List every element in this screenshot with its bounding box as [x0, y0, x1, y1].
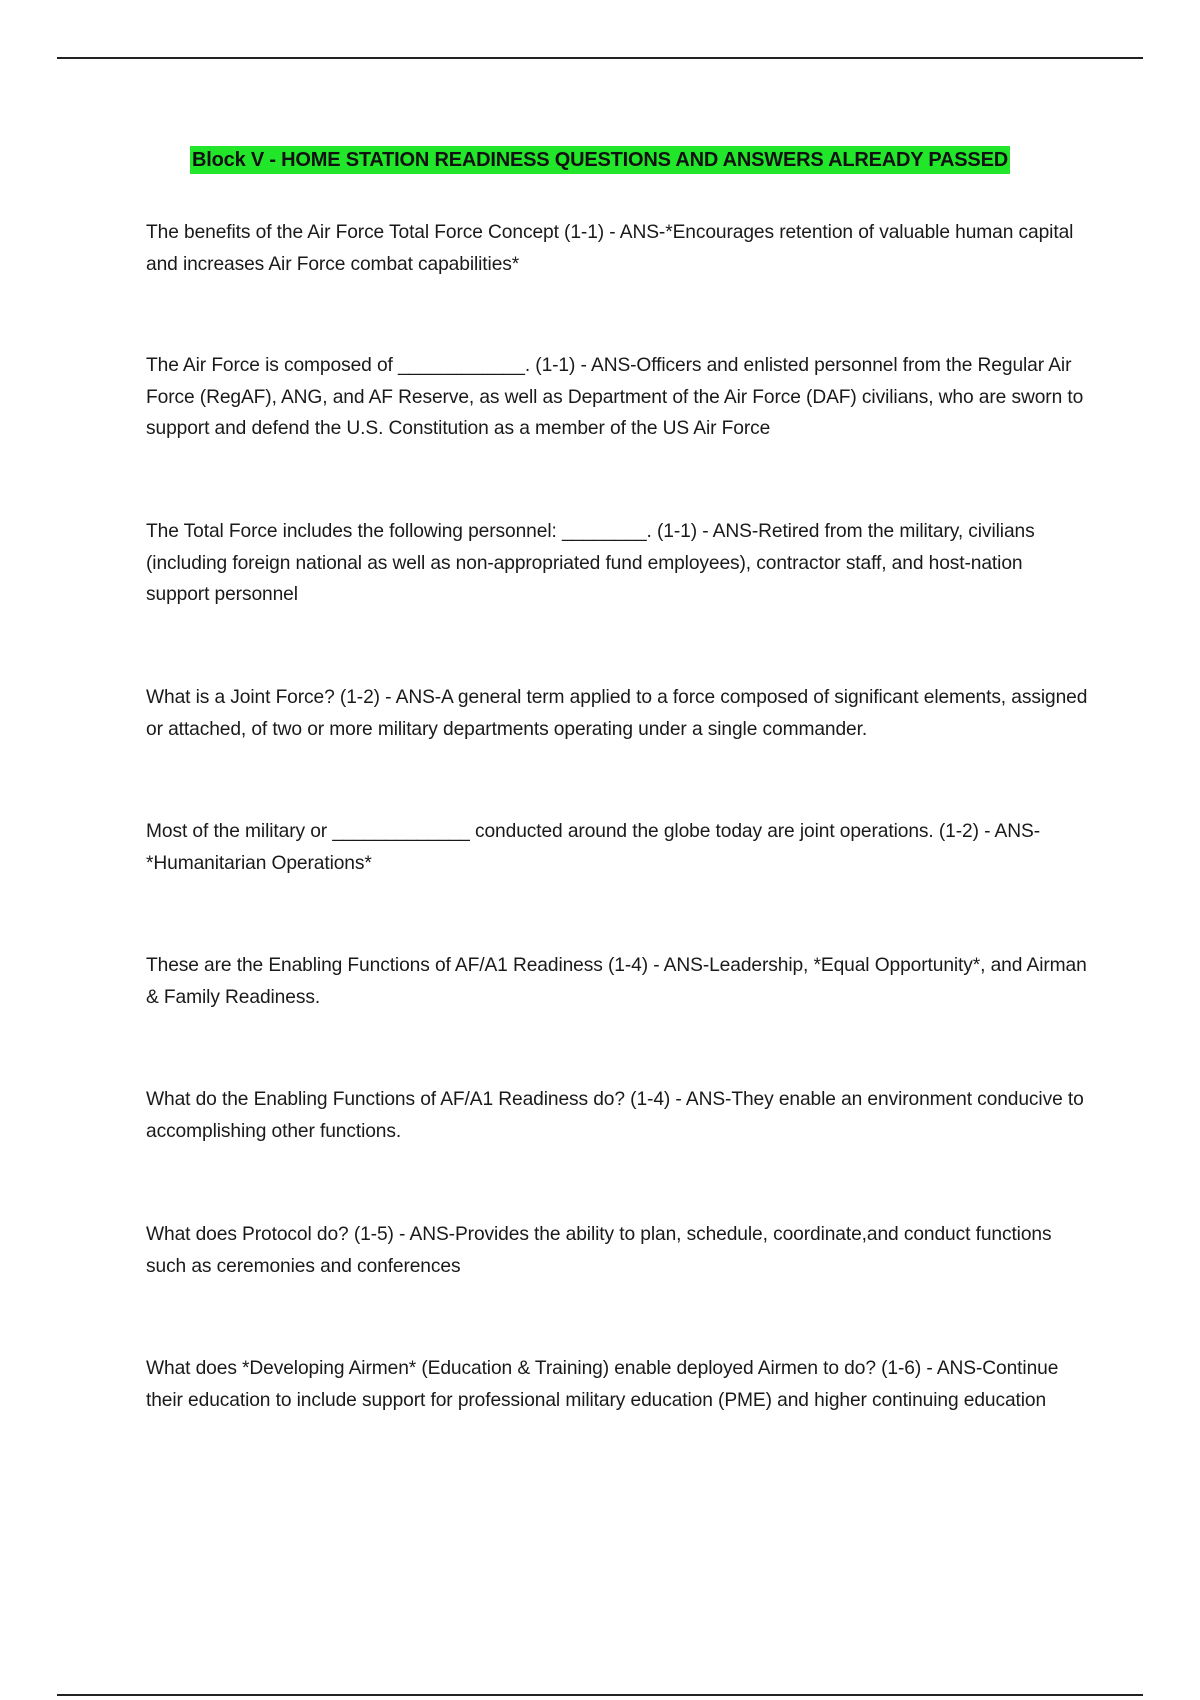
- qa-item-1: The benefits of the Air Force Total Force Concept (1-1) - ANS-*Encourages retention of valuable human capital and increases Air Force combat capabilities*: [146, 222, 1074, 275]
- document-title: Block V - HOME STATION READINESS QUESTIONS AND ANSWERS ALREADY PASSED: [190, 146, 1010, 174]
- qa-item-4: What is a Joint Force? (1-2) - ANS-A general term applied to a force composed of significant elements, assigned or attached, of two or more military departments operating under a single commander.: [146, 687, 1088, 740]
- top-divider: [57, 57, 1143, 59]
- qa-item-3: The Total Force includes the following personnel: ________. (1-1) - ANS-Retired from the military, civilians (including foreign national as well as non-appropriated fund employees), contractor staff, and host-nation support personnel: [146, 521, 1035, 606]
- qa-item-5: Most of the military or _____________ conducted around the globe today are joint operations. (1-2) - ANS-*Humanitarian Operations*: [146, 821, 1040, 874]
- qa-item-7: What do the Enabling Functions of AF/A1 Readiness do? (1-4) - ANS-They enable an environment conducive to accomplishing other functions.: [146, 1089, 1084, 1142]
- bottom-divider: [57, 1694, 1143, 1696]
- qa-item-6: These are the Enabling Functions of AF/A1 Readiness (1-4) - ANS-Leadership, *Equal Opportunity*, and Airman & Family Readiness.: [146, 955, 1087, 1008]
- qa-item-2: The Air Force is composed of ____________. (1-1) - ANS-Officers and enlisted personnel from the Regular Air Force (RegAF), ANG, and AF Reserve, as well as Department of the Air Force (DAF) civilians, who are sworn to support and defend the U.S. Constitution as a member of the US Air Force: [146, 355, 1084, 440]
- title-container: [0, 146, 1200, 174]
- qa-item-9: What does *Developing Airmen* (Education & Training) enable deployed Airmen to do? (1-6) - ANS-Continue their education to include support for professional military education (PME) and higher continuing education: [146, 1358, 1059, 1411]
- qa-item-8: What does Protocol do? (1-5) - ANS-Provides the ability to plan, schedule, coordinate,and conduct functions such as ceremonies and conferences: [146, 1224, 1052, 1277]
